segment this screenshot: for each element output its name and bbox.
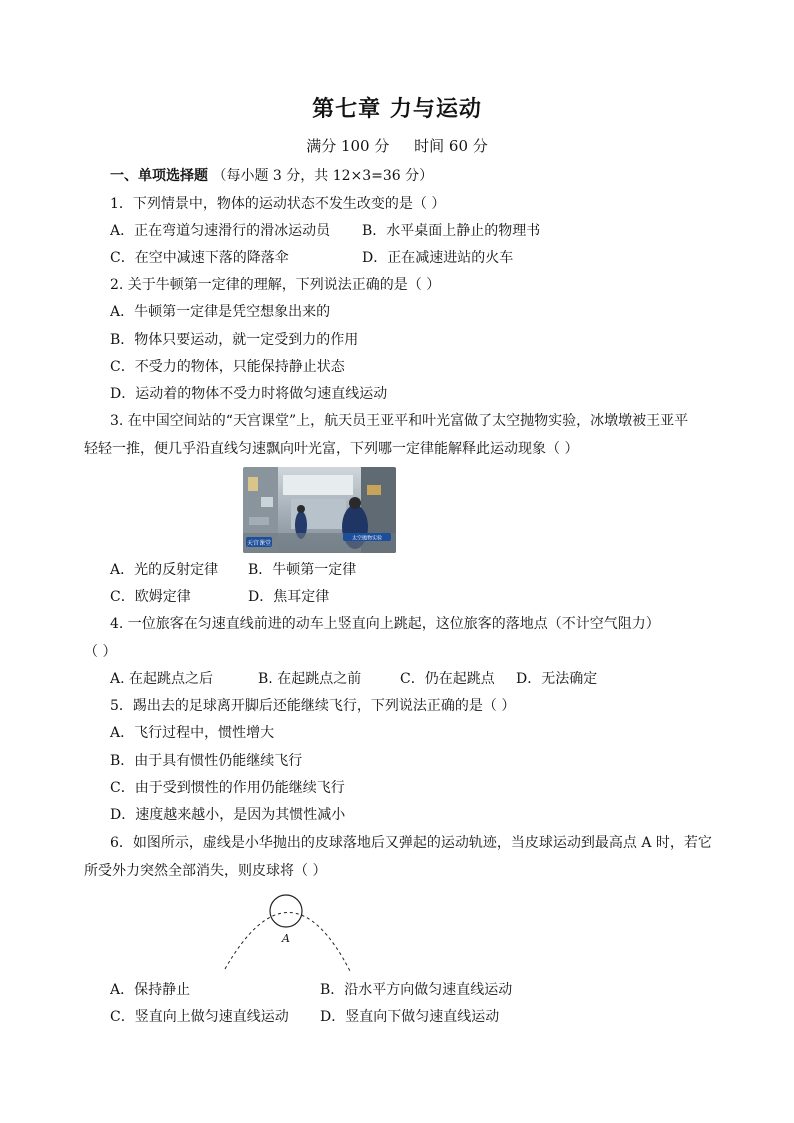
space-station-photo xyxy=(243,467,396,553)
question-4-stem-line1: 4. 一位旅客在匀速直线前进的动车上竖直向上跳起，这位旅客的落地点（不计空气阻力） xyxy=(110,616,660,632)
q2-option-d[interactable]: D．运动着的物体不受力时将做匀速直线运动 xyxy=(110,386,388,402)
point-a-label: A xyxy=(282,932,290,945)
question-6-stem-line1: 6．如图所示，虚线是小华抛出的皮球落地后又弹起的运动轨迹，当皮球运动到最高点 A 时，若它 xyxy=(110,835,712,851)
question-1-stem: 1．下列情景中，物体的运动状态不发生改变的是（ ） xyxy=(110,196,446,212)
photo-caption-left: 天宫课堂 xyxy=(246,540,272,547)
q5-option-d[interactable]: D．速度越来越小，是因为其惯性减小 xyxy=(110,807,346,823)
time-limit: 时间 60 分 xyxy=(414,137,488,155)
photo-caption-right: 太空抛物实验 xyxy=(351,535,383,542)
q6-option-c[interactable]: C．竖直向上做匀速直线运动 xyxy=(110,1009,289,1025)
q2-option-a[interactable]: A．牛顿第一定律是凭空想象出来的 xyxy=(110,304,331,320)
q5-option-c[interactable]: C．由于受到惯性的作用仍能继续飞行 xyxy=(110,780,345,796)
q4-option-a[interactable]: A. 在起跳点之后 xyxy=(110,671,214,687)
ball-trajectory-figure xyxy=(215,885,365,975)
q3-option-b[interactable]: B．牛顿第一定律 xyxy=(248,562,357,578)
q4-option-c[interactable]: C．仍在起跳点 xyxy=(400,671,495,687)
question-6-stem-line2: 所受外力突然全部消失，则皮球将（ ） xyxy=(84,863,327,879)
ball-circle xyxy=(270,895,302,927)
q4-option-b[interactable]: B. 在起跳点之前 xyxy=(258,671,362,687)
q1-option-d[interactable]: D．正在减速进站的火车 xyxy=(362,250,514,266)
q6-option-b[interactable]: B．沿水平方向做匀速直线运动 xyxy=(320,982,513,998)
exam-info xyxy=(0,135,794,156)
q1-option-a[interactable]: A．正在弯道匀速滑行的滑冰运动员 xyxy=(110,223,331,239)
question-4-stem-line2: （ ） xyxy=(84,644,117,660)
q5-option-a[interactable]: A．飞行过程中，惯性增大 xyxy=(110,725,275,741)
q1-option-b[interactable]: B．水平桌面上静止的物理书 xyxy=(362,223,541,239)
page-title: 第七章 力与运动 xyxy=(312,97,482,122)
q3-option-a[interactable]: A．光的反射定律 xyxy=(110,562,219,578)
section-note: （每小题 3 分，共 12×3=36 分） xyxy=(212,168,434,184)
q2-option-b[interactable]: B．物体只要运动，就一定受到力的作用 xyxy=(110,332,359,348)
q6-option-a[interactable]: A．保持静止 xyxy=(110,982,191,998)
question-5-stem: 5．踢出去的足球离开脚后还能继续飞行，下列说法正确的是（ ） xyxy=(110,698,516,714)
q3-option-c[interactable]: C．欧姆定律 xyxy=(110,589,191,605)
question-2-stem: 2. 关于牛顿第一定律的理解，下列说法正确的是（ ） xyxy=(110,277,441,293)
q5-option-b[interactable]: B．由于具有惯性仍能继续飞行 xyxy=(110,753,303,769)
section-heading xyxy=(110,166,433,186)
question-3-stem-line1: 3. 在中国空间站的“天宫课堂”上，航天员王亚平和叶光富做了太空抛物实验，冰墩墩被王亚平 xyxy=(110,413,689,429)
q6-option-d[interactable]: D．竖直向下做匀速直线运动 xyxy=(320,1009,500,1025)
section-title: 一、单项选择题 xyxy=(110,168,208,184)
q3-option-d[interactable]: D．焦耳定律 xyxy=(248,589,330,605)
space-station-illustration xyxy=(243,467,396,553)
question-3-stem-line2: 轻轻一推，便几乎沿直线匀速飘向叶光富，下列哪一定律能解释此运动现象（ ） xyxy=(84,441,579,457)
full-score: 满分 100 分 xyxy=(306,137,390,155)
q4-option-d[interactable]: D．无法确定 xyxy=(516,671,598,687)
q2-option-c[interactable]: C．不受力的物体，只能保持静止状态 xyxy=(110,359,345,375)
trajectory-diagram xyxy=(215,885,365,975)
q1-option-c[interactable]: C．在空中减速下落的降落伞 xyxy=(110,250,289,266)
